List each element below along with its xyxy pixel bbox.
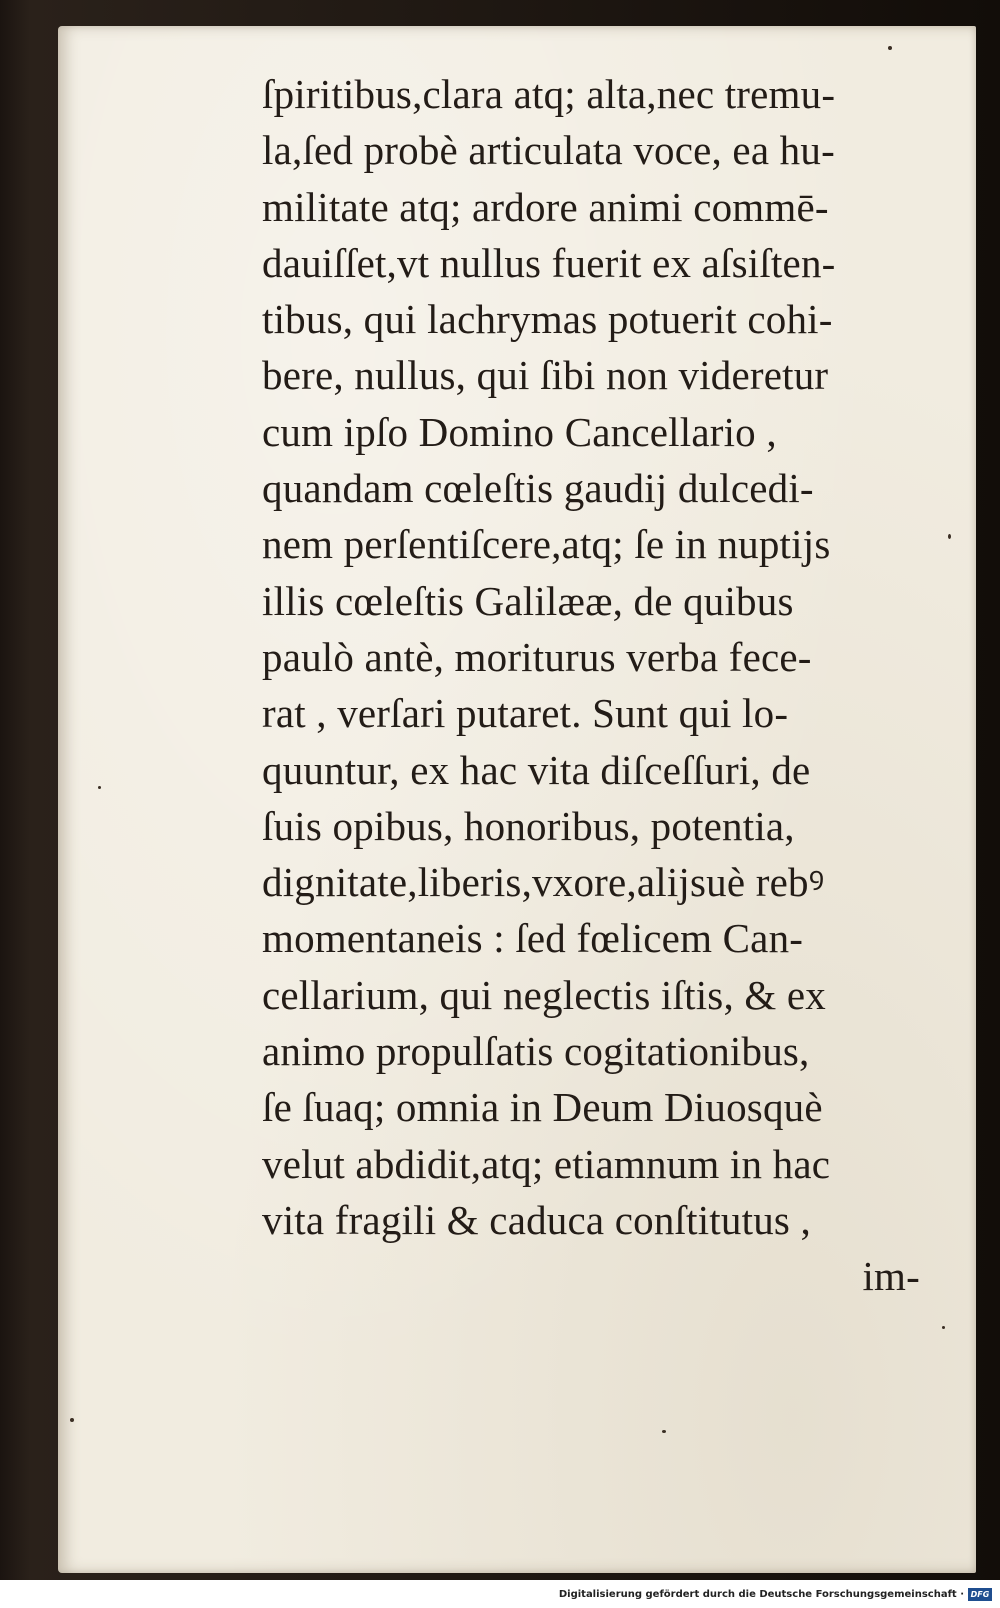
text-line: la,ſed probè articulata voce, ea hu-	[262, 127, 835, 174]
text-line: tibus, qui lachrymas potuerit cohi-	[262, 296, 833, 343]
digitization-footer	[0, 1580, 1000, 1608]
text-line: velut abdidit,atq; etiamnum in hac	[262, 1140, 831, 1187]
text-line: cellarium, qui neglectis iſtis, & ex	[262, 971, 826, 1018]
ink-speck	[662, 1430, 666, 1433]
text-line: ſe ſuaq; omnia in Deum Diuosquè	[262, 1084, 823, 1131]
text-line: animo propulſatis cogitationibus,	[262, 1028, 810, 1075]
text-line: vita fragili & caduca conſtitutus ,	[262, 1196, 811, 1243]
ink-speck	[888, 46, 892, 50]
text-line: illis cœleſtis Galilææ, de quibus	[262, 577, 794, 624]
ink-speck	[98, 786, 101, 789]
text-line: ſpiritibus,clara atq; alta,nec tremu-	[262, 71, 836, 117]
text-line: quuntur, ex hac vita diſceſſuri, de	[262, 746, 811, 793]
text-line: bere, nullus, qui ſibi non videretur	[262, 352, 829, 399]
funding-credit: Digitalisierung gefördert durch die Deutsche Forschungsgemeinschaft ·	[558, 1589, 964, 1600]
ink-speck	[70, 1418, 74, 1422]
catchword: im-	[862, 1253, 920, 1300]
text-line: momentaneis : ſed fœlicem Can-	[262, 915, 804, 962]
text-line: quandam cœleſtis gaudij dulcedi-	[262, 465, 814, 512]
text-line: militate atq; ardore animi commē-	[262, 183, 829, 230]
dfg-logo-icon: DFG	[968, 1588, 992, 1601]
text-line: dauiſſet,vt nullus fuerit ex aſsiſten-	[262, 239, 836, 286]
text-line: cum ipſo Domino Cancellario ,	[262, 408, 777, 455]
text-line: paulò antè, moriturus verba fece-	[262, 633, 812, 680]
text-line: rat , verſari putaret. Sunt qui lo-	[262, 690, 789, 737]
text-line: ſuis opibus, honoribus, potentia,	[262, 802, 795, 849]
body-text	[262, 66, 952, 1305]
ink-speck	[942, 1326, 945, 1329]
text-line: dignitate,liberis,vxore,alijsuè rebꝰ	[262, 859, 825, 906]
text-line: nem perſentiſcere,atq; ſe in nuptijs	[262, 521, 831, 568]
